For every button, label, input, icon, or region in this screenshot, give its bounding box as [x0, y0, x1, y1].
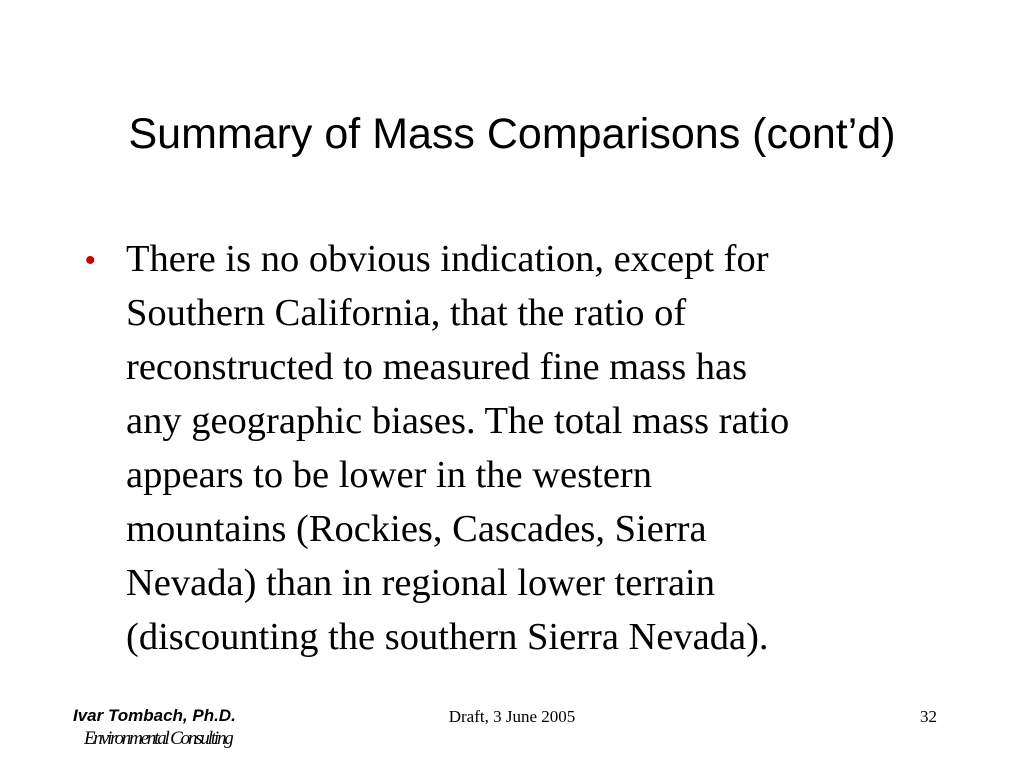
bullet-line: reconstructed to measured fine mass has [126, 346, 748, 388]
footer-page-number: 32 [920, 707, 937, 726]
bullet-text [126, 232, 945, 664]
bullet-line: Nevada) than in regional lower terrain [126, 562, 716, 604]
footer-draft-date: Draft, 3 June 2005 [448, 707, 576, 726]
bullet-marker-icon: • [85, 244, 96, 277]
bullet-item [85, 232, 945, 664]
bullet-line: There is no obvious indication, except for [126, 238, 769, 280]
bullet-line: any geographic biases. The total mass ratio [126, 400, 790, 442]
footer-author: Ivar Tombach, Ph.D. [73, 706, 236, 725]
footer-organization: Environmental Consulting [84, 728, 232, 749]
slide-title: Summary of Mass Comparisons (cont’d) [128, 110, 896, 158]
bullet-line: (discounting the southern Sierra Nevada). [126, 616, 769, 658]
bullet-line: Southern California, that the ratio of [126, 292, 687, 334]
bullet-line: appears to be lower in the western [126, 454, 652, 496]
bullet-line: mountains (Rockies, Cascades, Sierra [126, 508, 707, 550]
